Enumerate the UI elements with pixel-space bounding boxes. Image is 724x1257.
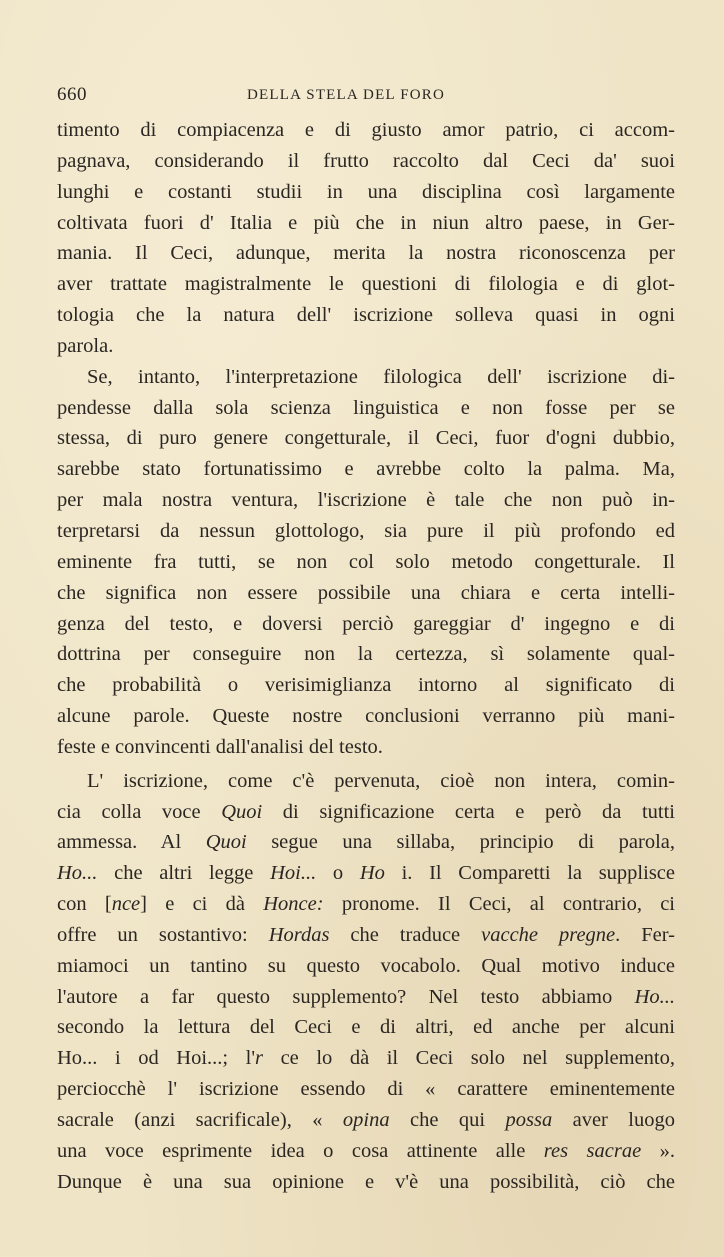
text-line: offre un sostantivo: Hordas che traduce vacche pregne. Fer-	[57, 923, 675, 946]
text-line: sarebbe stato fortunatissimo e avrebbe colto la palma. Ma,	[57, 458, 675, 481]
text-line: una voce esprimente idea o cosa attinente alle res sacrae ».	[57, 1139, 676, 1162]
text-line: ammessa. Al Quoi segue una sillaba, principio di parola,	[57, 831, 676, 854]
text-line: dottrina per conseguire non la certezza, sì solamente qual-	[57, 643, 675, 666]
text-line: pendesse dalla sola scienza linguistica e non fosse per se	[57, 396, 675, 419]
text-line: Dunque è una sua opinione e v'è una possibilità, ciò che	[57, 1170, 675, 1193]
text-line: Ho... che altri legge Hoi... o Ho i. Il Comparetti la supplisce	[57, 862, 676, 885]
text-line: che probabilità o verisimiglianza intorno al significato di	[57, 674, 675, 697]
text-line: stessa, di puro genere congetturale, il Ceci, fuor d'ogni dubbio,	[57, 427, 675, 450]
text-line: timento di compiacenza e di giusto amor patrio, ci accom-	[57, 119, 675, 141]
text-line: tologia che la natura dell' iscrizione solleva quasi in ogni	[57, 304, 675, 327]
text-line: Se, intanto, l'interpretazione filologica dell' iscrizione di-	[87, 365, 675, 388]
text-line: sacrale (anzi sacrificale), « opina che qui possa aver luogo	[57, 1109, 675, 1131]
page-header	[57, 84, 677, 110]
text-line: l'autore a far questo supplemento? Nel testo abbiamo Ho...	[57, 985, 675, 1008]
text-line: pagnava, considerando il frutto raccolto dal Ceci da' suoi	[57, 149, 675, 172]
text-line: feste e convincenti dall'analisi del testo.	[57, 735, 383, 758]
text-line: L' iscrizione, come c'è pervenuta, cioè non intera, comin-	[87, 769, 675, 792]
text-line: cia colla voce Quoi di significazione certa e però da tutti	[57, 800, 675, 823]
page-number: 660	[57, 84, 87, 105]
text-line: alcune parole. Queste nostre conclusioni verranno più mani-	[57, 705, 675, 728]
text-line: lunghi e costanti studii in una disciplina così largamente	[57, 180, 675, 203]
text-line: che significa non essere possibile una chiara e certa intelli-	[57, 581, 675, 604]
text-line: aver trattate magistralmente le questioni di filologia e di glot-	[57, 273, 675, 296]
text-line: mania. Il Ceci, adunque, merita la nostra riconoscenza per	[57, 242, 675, 265]
text-line: con [nce] e ci dà Honce: pronome. Il Ceci, al contrario, ci	[57, 893, 675, 916]
body-text	[57, 115, 675, 1198]
text-line: eminente fra tutti, se non col solo metodo congetturale. Il	[57, 550, 675, 573]
text-line: perciocchè l' iscrizione essendo di « carattere eminentemente	[57, 1078, 675, 1101]
text-line: coltivata fuori d' Italia e più che in niun altro paese, in Ger-	[57, 211, 675, 234]
text-line: miamoci un tantino su questo vocabolo. Qual motivo induce	[57, 954, 675, 977]
text-line: Ho... i od Hoi...; l'r ce lo dà il Ceci solo nel supplemento,	[57, 1047, 675, 1070]
text-line: per mala nostra ventura, l'iscrizione è tale che non può in-	[57, 489, 675, 512]
text-line: genza del testo, e doversi perciò gareggiar d' ingegno e di	[57, 612, 675, 635]
text-line: secondo la lettura del Ceci e di altri, ed anche per alcuni	[57, 1016, 675, 1039]
running-title: DELLA STELA DEL FORO	[247, 87, 446, 103]
text-line: terpretarsi da nessun glottologo, sia pure il più profondo ed	[57, 519, 675, 542]
text-line: parola.	[57, 334, 114, 357]
